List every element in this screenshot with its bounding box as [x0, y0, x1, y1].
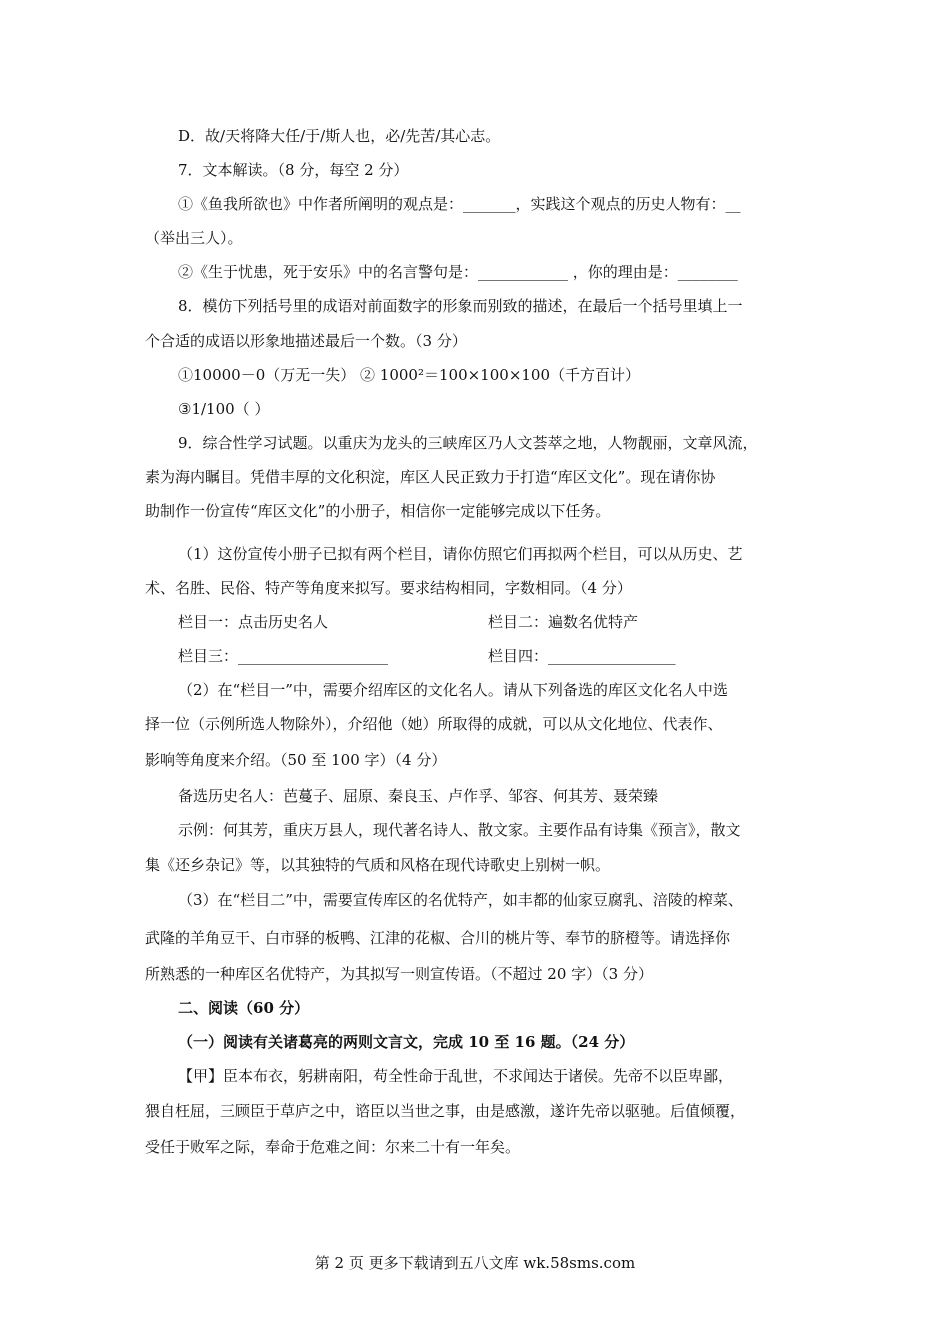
question-7-item-1: ①《鱼我所欲也》中作者所阐明的观点是：_______，实践这个观点的历史人物有：__: [178, 195, 741, 213]
question-9-part-1: （1）这份宣传小册子已拟有两个栏目，请你仿照它们再拟两个栏目，可以从历史、艺: [178, 545, 743, 563]
example-cont: 集《还乡杂记》等，以其独特的气质和风格在现代诗歌史上别树一帜。: [145, 856, 611, 874]
question-7-item-2: ②《生于忧患，死于安乐》中的名言警句是：____________ ，你的理由是：________: [178, 263, 738, 281]
section-2-heading: 二、阅读（60 分）: [178, 999, 310, 1017]
question-9-part-2: （2）在“栏目一”中，需要介绍库区的文化名人。请从下列备选的库区文化名人中选: [178, 681, 728, 699]
candidate-names: 备选历史名人：芭蔓子、屈原、秦良玉、卢作孚、邹容、何其芳、聂荣臻: [178, 787, 659, 805]
option-d: D．故/天将降大任/于/斯人也，必/先苦/其心志。: [178, 127, 501, 145]
question-7-item-1-cont: （举出三人）。: [145, 229, 243, 247]
question-9-part-3-cont-2: 所熟悉的一种库区名优特产，为其拟写一则宣传语。（不超过 20 字）（3 分）: [145, 965, 653, 983]
question-8-examples: ①10000－0（万无一失） ② 1000²＝100×100×100（千方百计）: [178, 366, 641, 384]
question-9-part-3-cont-1: 武隆的羊角豆干、白市驿的板鸭、江津的花椒、合川的桃片等、奉节的脐橙等。请选择你: [145, 929, 731, 947]
passage-jia-line-3: 受任于败军之际，奉命于危难之间：尔来二十有一年矣。: [145, 1138, 521, 1156]
question-8-blank: ③1/100（ ）: [178, 400, 270, 418]
column-3: 栏目三：____________________: [178, 647, 389, 665]
question-8: 8．模仿下列括号里的成语对前面数字的形象而别致的描述，在最后一个括号里填上一: [178, 297, 743, 315]
subsection-1-heading: （一）阅读有关诸葛亮的两则文言文，完成 10 至 16 题。（24 分）: [178, 1033, 635, 1051]
question-8-cont: 个合适的成语以形象地描述最后一个数。（3 分）: [145, 332, 467, 350]
passage-jia-line-1: 【甲】臣本布衣，躬耕南阳，苟全性命于乱世，不求闻达于诸侯。先帝不以臣卑鄙，: [178, 1067, 734, 1085]
column-2: 栏目二：遍数名优特产: [488, 613, 639, 631]
question-7: 7．文本解读。（8 分，每空 2 分）: [178, 161, 409, 179]
page-footer: 第 2 页 更多下载请到五八文库 wk.58sms.com: [314, 1254, 636, 1272]
question-9-part-2-cont-1: 择一位（示例所选人物除外），介绍他（她）所取得的成就，可以从文化地位、代表作、: [145, 715, 723, 733]
question-9-part-1-cont: 术、名胜、民俗、特产等角度来拟写。要求结构相同，字数相同。（4 分）: [145, 579, 632, 597]
question-9-cont-2: 助制作一份宣传“库区文化”的小册子，相信你一定能够完成以下任务。: [145, 502, 611, 520]
column-4: 栏目四：_________________: [488, 647, 676, 665]
question-9-cont-1: 素为海内瞩目。凭借丰厚的文化积淀，库区人民正致力于打造“库区文化”。现在请你协: [145, 468, 716, 486]
passage-jia-line-2: 猥自枉屈，三顾臣于草庐之中，谘臣以当世之事，由是感激，遂许先帝以驱驰。后值倾覆，: [145, 1102, 746, 1120]
column-1: 栏目一：点击历史名人: [178, 613, 329, 631]
question-9: 9．综合性学习试题。以重庆为龙头的三峡库区乃人文荟萃之地，人物靓丽，文章风流，: [178, 434, 758, 452]
example: 示例：何其芳，重庆万县人，现代著名诗人、散文家。主要作品有诗集《预言》，散文: [178, 821, 741, 839]
question-9-part-3: （3）在“栏目二”中，需要宣传库区的名优特产，如丰都的仙家豆腐乳、涪陵的榨菜、: [178, 891, 743, 909]
question-9-part-2-cont-2: 影响等角度来介绍。（50 至 100 字）（4 分）: [145, 751, 447, 769]
